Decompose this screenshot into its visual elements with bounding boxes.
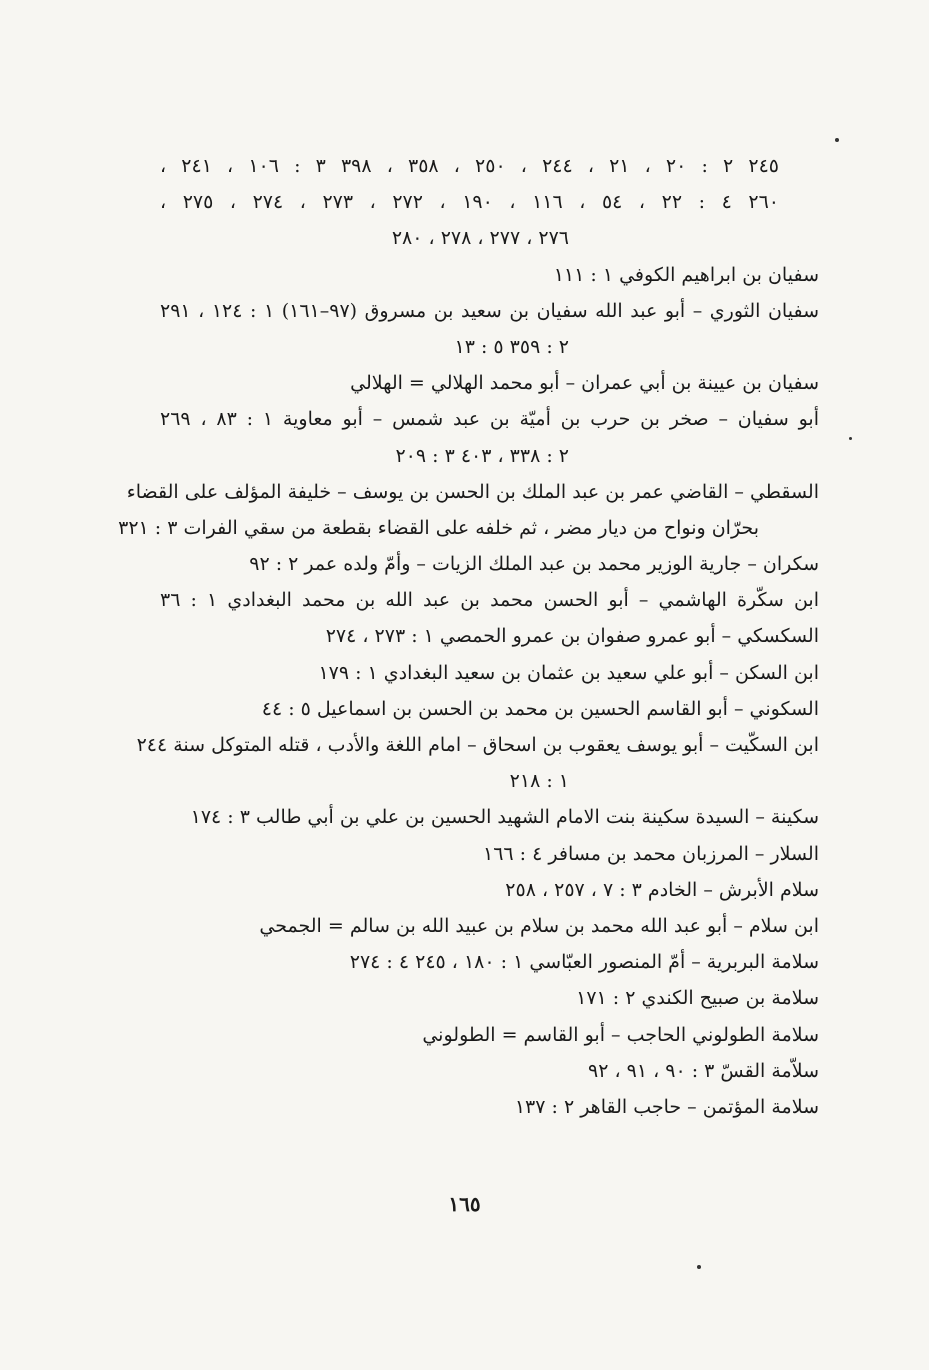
page-number: ١٦٥: [448, 1192, 481, 1216]
index-line-6: ٢ : ٣٥٩ ٥ : ١٣: [454, 335, 569, 358]
index-line-18: ١ : ٢١٨: [509, 770, 569, 793]
index-line-22: ابن سلام – أبو عبد الله محمد بن سلام بن عبيد الله بن سالم = الجمحي: [259, 914, 819, 937]
index-line-27: سلامة المؤتمن – حاجب القاهر ٢ : ١٣٧: [514, 1095, 819, 1118]
index-line-26: سلاّمة القسّ ٣ : ٩٠ ، ٩١ ، ٩٢: [587, 1059, 819, 1082]
index-line-21: سلام الأبرش – الخادم ٣ : ٧ ، ٢٥٧ ، ٢٥٨: [505, 878, 819, 901]
index-line-2: ٢٦٠ ٤ : ٢٢ ، ٥٤ ، ١١٦ ، ١٩٠ ، ٢٧٢ ، ٢٧٣ ، ٢٧٤ ، ٢٧٥ ،: [160, 191, 779, 214]
index-line-15: ابن السكن – أبو علي سعيد بن عثمان بن سعيد البغدادي ١ : ١٧٩: [318, 661, 819, 684]
index-line-1: ٢٤٥ ٢ : ٢٠ ، ٢١ ، ٢٤٤ ، ٢٥٠ ، ٣٥٨ ، ٣٩٨ ٣ : ١٠٦ ، ٢٤١ ،: [160, 155, 779, 177]
index-line-10: السقطي – القاضي عمر بن عبد الملك بن الحسن بن يوسف – خليفة المؤلف على القضاء: [126, 480, 819, 503]
index-line-13: ابن سكّرة الهاشمي – أبو الحسن محمد بن عبد الله بن محمد البغدادي ١ : ٣٦: [160, 589, 819, 612]
index-line-5: سفيان الثوري – أبو عبد الله سفيان بن سعيد بن مسروق (٩٧–١٦١) ١ : ١٢٤ ، ٢٩١: [160, 299, 819, 322]
index-line-11: بحرّان ونواح من ديار مضر ، ثم خلفه على القضاء بقطعة من سقي الفرات ٣ : ٣٢١: [118, 516, 759, 539]
index-line-19: سكينة – السيدة سكينة بنت الامام الشهيد الحسين بن علي بن أبي طالب ٣ : ١٧٤: [190, 806, 819, 829]
scan-speck: [697, 1265, 701, 1269]
index-line-14: السكسكي – أبو عمرو صفوان بن عمرو الحمصي ١ : ٢٧٣ ، ٢٧٤: [325, 625, 819, 648]
scan-speck: [849, 437, 852, 440]
index-line-3: ٢٧٦ ، ٢٧٧ ، ٢٧٨ ، ٢٨٠: [391, 227, 569, 250]
scan-speck: [835, 138, 839, 142]
index-line-20: السلار – المرزبان محمد بن مسافر ٤ : ١٦٦: [483, 842, 819, 865]
index-line-9: ٢ : ٣٣٨ ، ٤٠٣ ٣ : ٢٠٩: [395, 444, 569, 467]
index-line-24: سلامة بن صبيح الكندي ٢ : ١٧١: [576, 987, 819, 1010]
index-line-23: سلامة البربرية – أمّ المنصور العبّاسي ١ : ١٨٠ ، ٢٤٥ ٤ : ٢٧٤: [349, 951, 819, 974]
index-line-12: سكران – جارية الوزير محمد بن عبد الملك الزيات – وأمّ ولده عمر ٢ : ٩٢: [249, 553, 819, 576]
index-line-17: ابن السكّيت – أبو يوسف يعقوب بن اسحاق – امام اللغة والأدب ، قتله المتوكل سنة ٢٤٤: [136, 734, 819, 756]
index-line-25: سلامة الطولوني الحاجب – أبو القاسم = الطولوني: [422, 1023, 819, 1046]
index-entries: [118, 148, 820, 1125]
index-line-8: أبو سفيان – صخر بن حرب بن أميّة بن عبد شمس – أبو معاوية ١ : ٨٣ ، ٢٦٩: [160, 408, 820, 431]
index-line-7: سفيان بن عيينة بن أبي عمران – أبو محمد الهلالي = الهلالي: [350, 372, 819, 395]
index-line-16: السكوني – أبو القاسم الحسين بن محمد بن الحسن بن اسماعيل ٥ : ٤٤: [261, 697, 819, 720]
index-line-4: سفيان بن ابراهيم الكوفي ١ : ١١١: [553, 263, 819, 286]
